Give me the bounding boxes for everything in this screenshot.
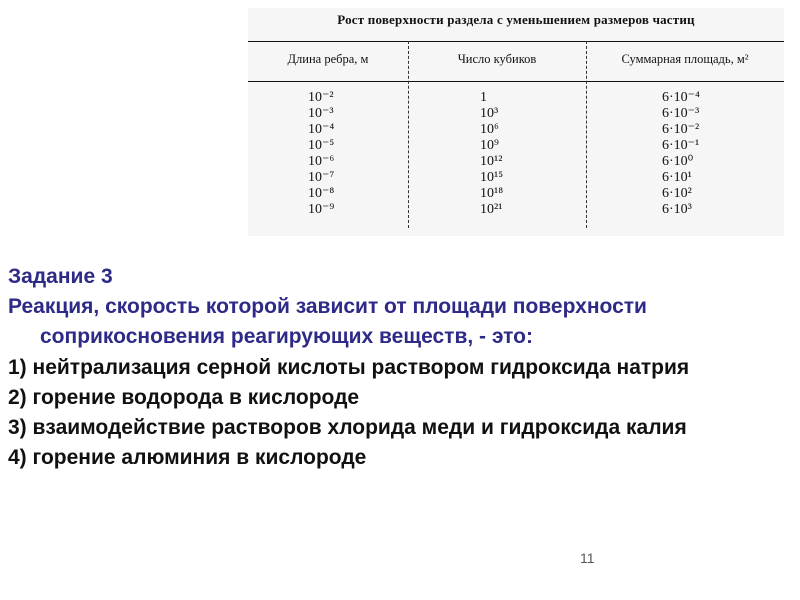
table-top-rule [248, 41, 784, 42]
answer-option-1[interactable]: 1) нейтрализация серной кислоты раствором гидроксида натрия [8, 356, 690, 379]
answer-option-3[interactable]: 3) взаимодействие растворов хлорида меди и гидроксида калия [8, 416, 687, 439]
task-title: Задание 3 [8, 265, 113, 288]
table-cell: 10⁻⁸ [308, 186, 335, 201]
table-cell: 10⁻⁷ [308, 170, 335, 185]
table-cell: 6·10⁻⁴ [662, 90, 700, 105]
task-block [8, 262, 792, 473]
table-header-rule [248, 81, 784, 82]
table-column-cube-count [480, 90, 503, 218]
page-number: 11 [580, 550, 595, 566]
table-cell: 10¹² [480, 154, 503, 169]
table-column-total-area [662, 90, 700, 218]
task-question: Реакция, скорость которой зависит от площади поверхности соприкосновения реагирующих веществ, - это: [8, 295, 647, 348]
table-cell: 10⁻⁶ [308, 154, 335, 169]
table-cell: 10⁻⁴ [308, 122, 335, 137]
table-cell: 6·10⁻³ [662, 106, 700, 121]
table-cell: 10²¹ [480, 202, 503, 217]
table-header-cube-count: Число кубиков [457, 52, 537, 66]
table-cell: 6·10⁻² [662, 122, 700, 137]
table-cell: 6·10¹ [662, 170, 692, 185]
table-cell: 10¹⁸ [480, 186, 504, 201]
answer-options [8, 353, 792, 473]
table-column-edge-length [308, 90, 334, 218]
table-cell: 10⁻² [308, 90, 334, 105]
table-cell: 6·10³ [662, 202, 692, 217]
table-cell: 1 [480, 90, 487, 105]
table-cell: 6·10⁻¹ [662, 138, 700, 153]
table-column-divider [408, 41, 409, 228]
table-column-divider [586, 41, 587, 228]
table-cell: 10⁻³ [308, 106, 334, 121]
table-cell: 6·10² [662, 186, 692, 201]
table-cell: 10³ [480, 106, 499, 121]
table-title: Рост поверхности раздела с уменьшением размеров частиц [337, 12, 695, 27]
table-cell: 10¹⁵ [480, 170, 504, 185]
table-cell: 10⁶ [480, 122, 499, 137]
table-cell: 10⁹ [480, 138, 499, 153]
scanned-table [248, 8, 784, 236]
answer-option-4[interactable]: 4) горение алюминия в кислороде [8, 446, 367, 469]
table-cell: 6·10⁰ [662, 154, 694, 169]
table-cell: 10⁻⁵ [308, 138, 335, 153]
table-cell: 10⁻⁹ [308, 202, 335, 217]
table-header-total-area: Суммарная площадь, м² [621, 52, 749, 66]
answer-option-2[interactable]: 2) горение водорода в кислороде [8, 386, 360, 409]
table-header-edge-length: Длина ребра, м [287, 52, 369, 66]
